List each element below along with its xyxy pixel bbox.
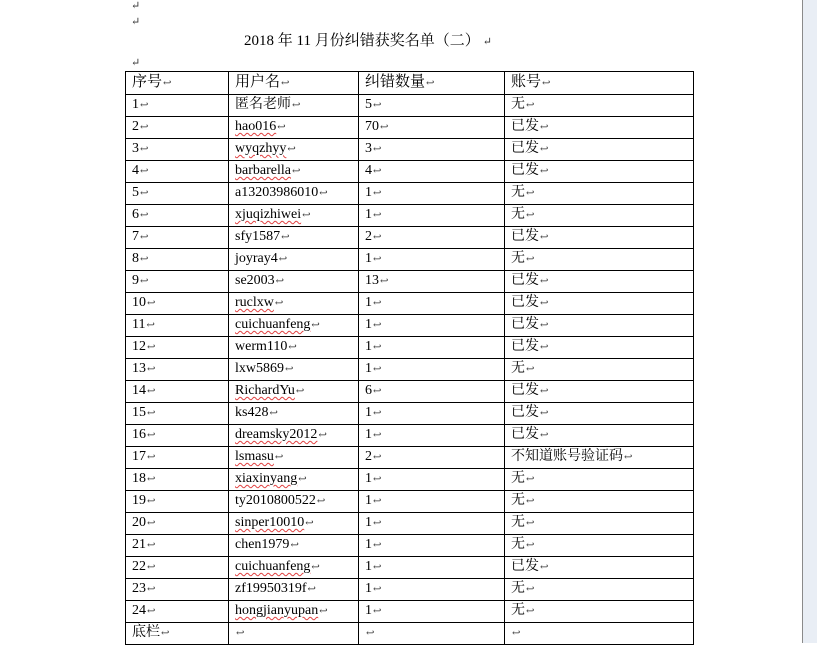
cell-no[interactable]: 13↩ [126,359,229,381]
paragraph-mark: ↵ [131,57,141,69]
table-row[interactable] [126,161,694,183]
table-row[interactable] [126,513,694,535]
cell-no[interactable]: 24↩ [126,601,229,623]
cell-no[interactable]: 11↩ [126,315,229,337]
document-title-line[interactable] [244,31,492,52]
table-row[interactable] [126,403,694,425]
cell-account[interactable]: 无↩ [505,95,694,117]
cell-count[interactable]: 1↩ [359,293,505,315]
cell-account[interactable]: 已发↩ [505,161,694,183]
footer-cell-count[interactable]: ↩ [359,623,505,645]
paragraph-mark: ↵ [131,0,141,12]
cell-count[interactable]: 1↩ [359,205,505,227]
table-row[interactable] [126,271,694,293]
cell-count[interactable]: 2↩ [359,447,505,469]
cell-user[interactable]: barbarella↩ [229,161,359,183]
cell-account[interactable]: 无↩ [505,249,694,271]
cell-account[interactable]: 无↩ [505,513,694,535]
cell-count[interactable]: 1↩ [359,359,505,381]
table-row[interactable] [126,315,694,337]
cell-no[interactable]: 16↩ [126,425,229,447]
cell-account[interactable]: 已发↩ [505,337,694,359]
cell-count[interactable]: 1↩ [359,491,505,513]
cell-user[interactable]: wyqzhyy↩ [229,139,359,161]
table-row[interactable] [126,469,694,491]
table-row[interactable] [126,579,694,601]
cell-user[interactable]: hao016↩ [229,117,359,139]
cell-count[interactable]: 2↩ [359,227,505,249]
cell-count[interactable]: 1↩ [359,249,505,271]
cell-count[interactable]: 1↩ [359,183,505,205]
table-row[interactable] [126,601,694,623]
cell-count[interactable]: 5↩ [359,95,505,117]
cell-account[interactable]: 已发↩ [505,315,694,337]
table-footer-row[interactable] [126,623,694,645]
cell-account[interactable]: 无↩ [505,183,694,205]
header-cell-count[interactable]: 纠错数量↩ [359,72,505,95]
cell-no[interactable]: 19↩ [126,491,229,513]
cell-no[interactable]: 17↩ [126,447,229,469]
table-row[interactable] [126,491,694,513]
cell-account[interactable]: 已发↩ [505,403,694,425]
table-row[interactable] [126,293,694,315]
cell-user[interactable]: 匿名老师↩ [229,95,359,117]
cell-no[interactable]: 5↩ [126,183,229,205]
cell-account[interactable]: 已发↩ [505,293,694,315]
cell-no[interactable]: 14↩ [126,381,229,403]
cell-no[interactable]: 1↩ [126,95,229,117]
cell-no[interactable]: 2↩ [126,117,229,139]
table-row[interactable] [126,337,694,359]
cell-user[interactable]: a13203986010↩ [229,183,359,205]
cell-user[interactable]: hongjianyupan↩ [229,601,359,623]
cell-no[interactable]: 12↩ [126,337,229,359]
paragraph-mark: ↵ [131,16,141,28]
table-row[interactable] [126,447,694,469]
cell-no[interactable]: 23↩ [126,579,229,601]
cell-count[interactable]: 1↩ [359,579,505,601]
cell-user[interactable]: RichardYu↩ [229,381,359,403]
cell-user[interactable]: se2003↩ [229,271,359,293]
cell-count[interactable]: 1↩ [359,425,505,447]
table-row[interactable] [126,139,694,161]
cell-user[interactable]: dreamsky2012↩ [229,425,359,447]
header-cell-no[interactable]: 序号↩ [126,72,229,95]
cell-user[interactable]: sinper10010↩ [229,513,359,535]
cell-account[interactable]: 已发↩ [505,425,694,447]
table-row[interactable] [126,117,694,139]
cell-account[interactable]: 已发↩ [505,381,694,403]
cell-account[interactable]: 已发↩ [505,117,694,139]
cell-user[interactable]: joyray4↩ [229,249,359,271]
cell-no[interactable]: 8↩ [126,249,229,271]
cell-user[interactable]: xiaxinyang↩ [229,469,359,491]
cell-no[interactable]: 9↩ [126,271,229,293]
cell-count[interactable]: 1↩ [359,535,505,557]
cell-user[interactable]: cuichuanfeng↩ [229,315,359,337]
table-row[interactable] [126,557,694,579]
cell-count[interactable]: 6↩ [359,381,505,403]
cell-count[interactable]: 1↩ [359,315,505,337]
cell-user[interactable]: ty2010800522↩ [229,491,359,513]
cell-count[interactable]: 1↩ [359,337,505,359]
footer-cell-no[interactable]: 底栏↩ [126,623,229,645]
cell-user[interactable]: zf19950319f↩ [229,579,359,601]
cell-user[interactable]: sfy1587↩ [229,227,359,249]
cell-count[interactable]: 13↩ [359,271,505,293]
cell-count[interactable]: 1↩ [359,601,505,623]
table-row[interactable] [126,381,694,403]
cell-user[interactable]: ruclxw↩ [229,293,359,315]
cell-account[interactable]: 不知道账号验证码↩ [505,447,694,469]
cell-account[interactable]: 已发↩ [505,227,694,249]
table-row[interactable] [126,95,694,117]
cell-count[interactable]: 1↩ [359,513,505,535]
cell-account[interactable]: 无↩ [505,359,694,381]
cell-account[interactable]: 已发↩ [505,271,694,293]
cell-user[interactable]: werm110↩ [229,337,359,359]
footer-cell-account[interactable]: ↩ [505,623,694,645]
cell-no[interactable]: 20↩ [126,513,229,535]
paragraph-mark: ↵ [482,36,492,48]
cell-account[interactable]: 无↩ [505,469,694,491]
footer-cell-user[interactable]: ↩ [229,623,359,645]
cell-count[interactable]: 1↩ [359,557,505,579]
cell-count[interactable]: 3↩ [359,139,505,161]
cell-no[interactable]: 10↩ [126,293,229,315]
table-row[interactable] [126,205,694,227]
table-row[interactable] [126,183,694,205]
header-cell-account[interactable]: 账号↩ [505,72,694,95]
cell-no[interactable]: 22↩ [126,557,229,579]
cell-user[interactable]: ks428↩ [229,403,359,425]
cell-account[interactable]: 无↩ [505,535,694,557]
cell-no[interactable]: 4↩ [126,161,229,183]
cell-no[interactable]: 21↩ [126,535,229,557]
cell-account[interactable]: 无↩ [505,205,694,227]
cell-count[interactable]: 1↩ [359,469,505,491]
cell-no[interactable]: 18↩ [126,469,229,491]
cell-count[interactable]: 1↩ [359,403,505,425]
cell-no[interactable]: 7↩ [126,227,229,249]
cell-user[interactable]: cuichuanfeng↩ [229,557,359,579]
cell-user[interactable]: xjuqizhiwei↩ [229,205,359,227]
page-right-shadow [803,0,817,643]
table-row[interactable] [126,249,694,271]
cell-no[interactable]: 3↩ [126,139,229,161]
table-row[interactable] [126,227,694,249]
table-row[interactable] [126,535,694,557]
award-list-table[interactable] [125,71,694,645]
cell-user[interactable]: chen1979↩ [229,535,359,557]
cell-no[interactable]: 6↩ [126,205,229,227]
cell-account[interactable]: 已发↩ [505,557,694,579]
cell-account[interactable]: 无↩ [505,491,694,513]
cell-user[interactable]: lxw5869↩ [229,359,359,381]
document-title[interactable]: 2018 年 11 月份纠错获奖名单（二） [244,33,480,49]
cell-account[interactable]: 无↩ [505,579,694,601]
table-row[interactable] [126,425,694,447]
cell-user[interactable]: lsmasu↩ [229,447,359,469]
cell-count[interactable]: 70↩ [359,117,505,139]
header-cell-user[interactable]: 用户名↩ [229,72,359,95]
cell-account[interactable]: 无↩ [505,601,694,623]
cell-account[interactable]: 已发↩ [505,139,694,161]
table-row[interactable] [126,359,694,381]
table-header-row[interactable] [126,72,694,95]
cell-count[interactable]: 4↩ [359,161,505,183]
cell-no[interactable]: 15↩ [126,403,229,425]
